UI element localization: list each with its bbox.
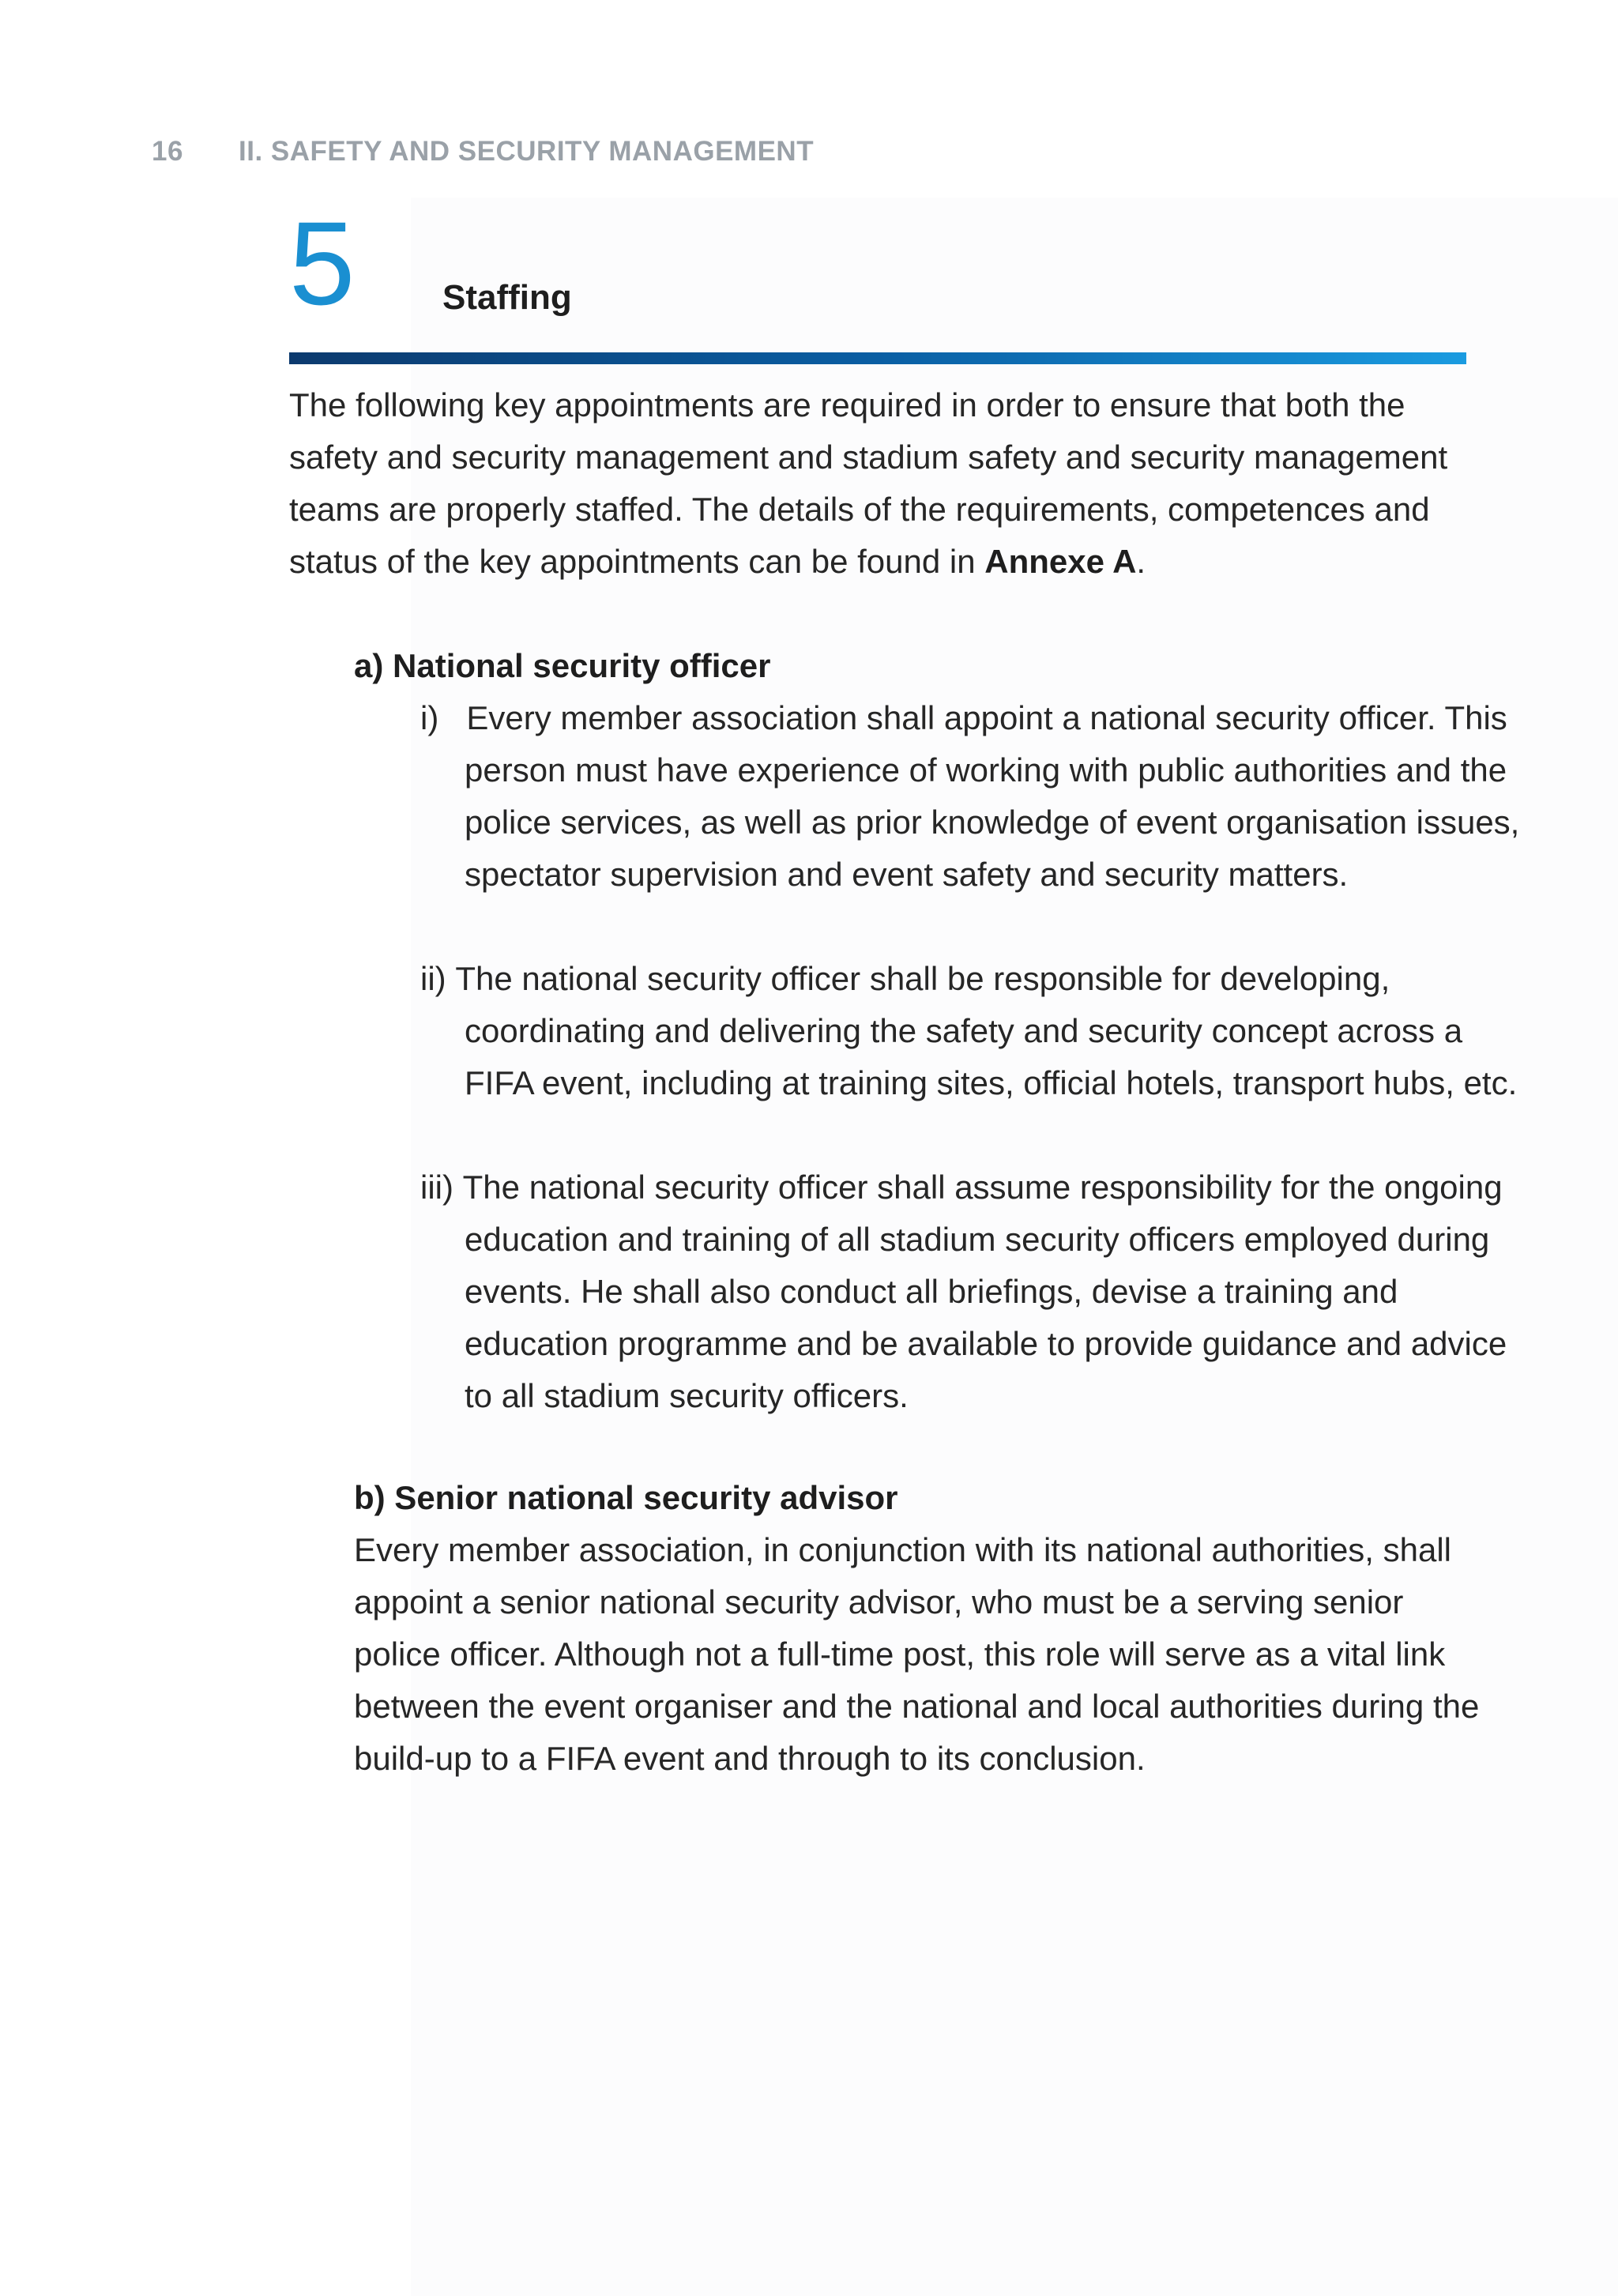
list-item-marker: ii) <box>420 960 446 997</box>
annexe-reference: Annexe A <box>984 543 1137 580</box>
running-header <box>152 136 814 167</box>
intro-paragraph <box>289 379 1474 588</box>
section-divider-rule <box>289 352 1466 364</box>
list-item <box>420 1161 1523 1422</box>
subsection-b-paragraph: Every member association, in conjunction with its national authorities, shall appoint a senior national security advisor, who must be a serving senior police officer. Although not a full-time post, this role will serve as a vital link between the event organiser and the national and local authorities during the build-up to a FIFA event and through to its conclusion. <box>354 1531 1480 1777</box>
subsection-a-heading: a) National security officer <box>354 647 771 684</box>
list-item <box>420 692 1523 901</box>
list-item-marker: iii) <box>420 1169 453 1206</box>
subsection-b-heading: b) Senior national security advisor <box>354 1479 898 1516</box>
list-item-text: The national security officer shall assume responsibility for the ongoing education and training of all stadium security officers employed during events. He shall also conduct all briefings, devise a training and education programme and be available to provide guidance and advice to all stadium security officers. <box>462 1169 1507 1414</box>
page-number: 16 <box>152 136 183 167</box>
running-header-section-label: II. SAFETY AND SECURITY MANAGEMENT <box>239 136 815 167</box>
intro-text: The following key appointments are required in order to ensure that both the safety and security management and stadium safety and security management teams are properly staffed. The details of the requirements, competences and status of the key appointments can be found in <box>289 386 1448 580</box>
list-item <box>420 953 1523 1109</box>
section-title: Staffing <box>442 278 572 317</box>
list-item-text: Every member association shall appoint a national security officer. This person must have experience of working with public authorities and the police services, as well as prior knowledge of event organisation issues, spectator supervision and event safety and security matters. <box>465 699 1520 893</box>
list-item-marker: i) <box>420 699 439 736</box>
list-item-text: The national security officer shall be responsible for developing, coordinating and delivering the safety and security concept across a FIFA event, including at training sites, official hotels, transport hubs, etc. <box>455 960 1518 1101</box>
intro-text-end: . <box>1136 543 1146 580</box>
section-number: 5 <box>289 197 356 329</box>
